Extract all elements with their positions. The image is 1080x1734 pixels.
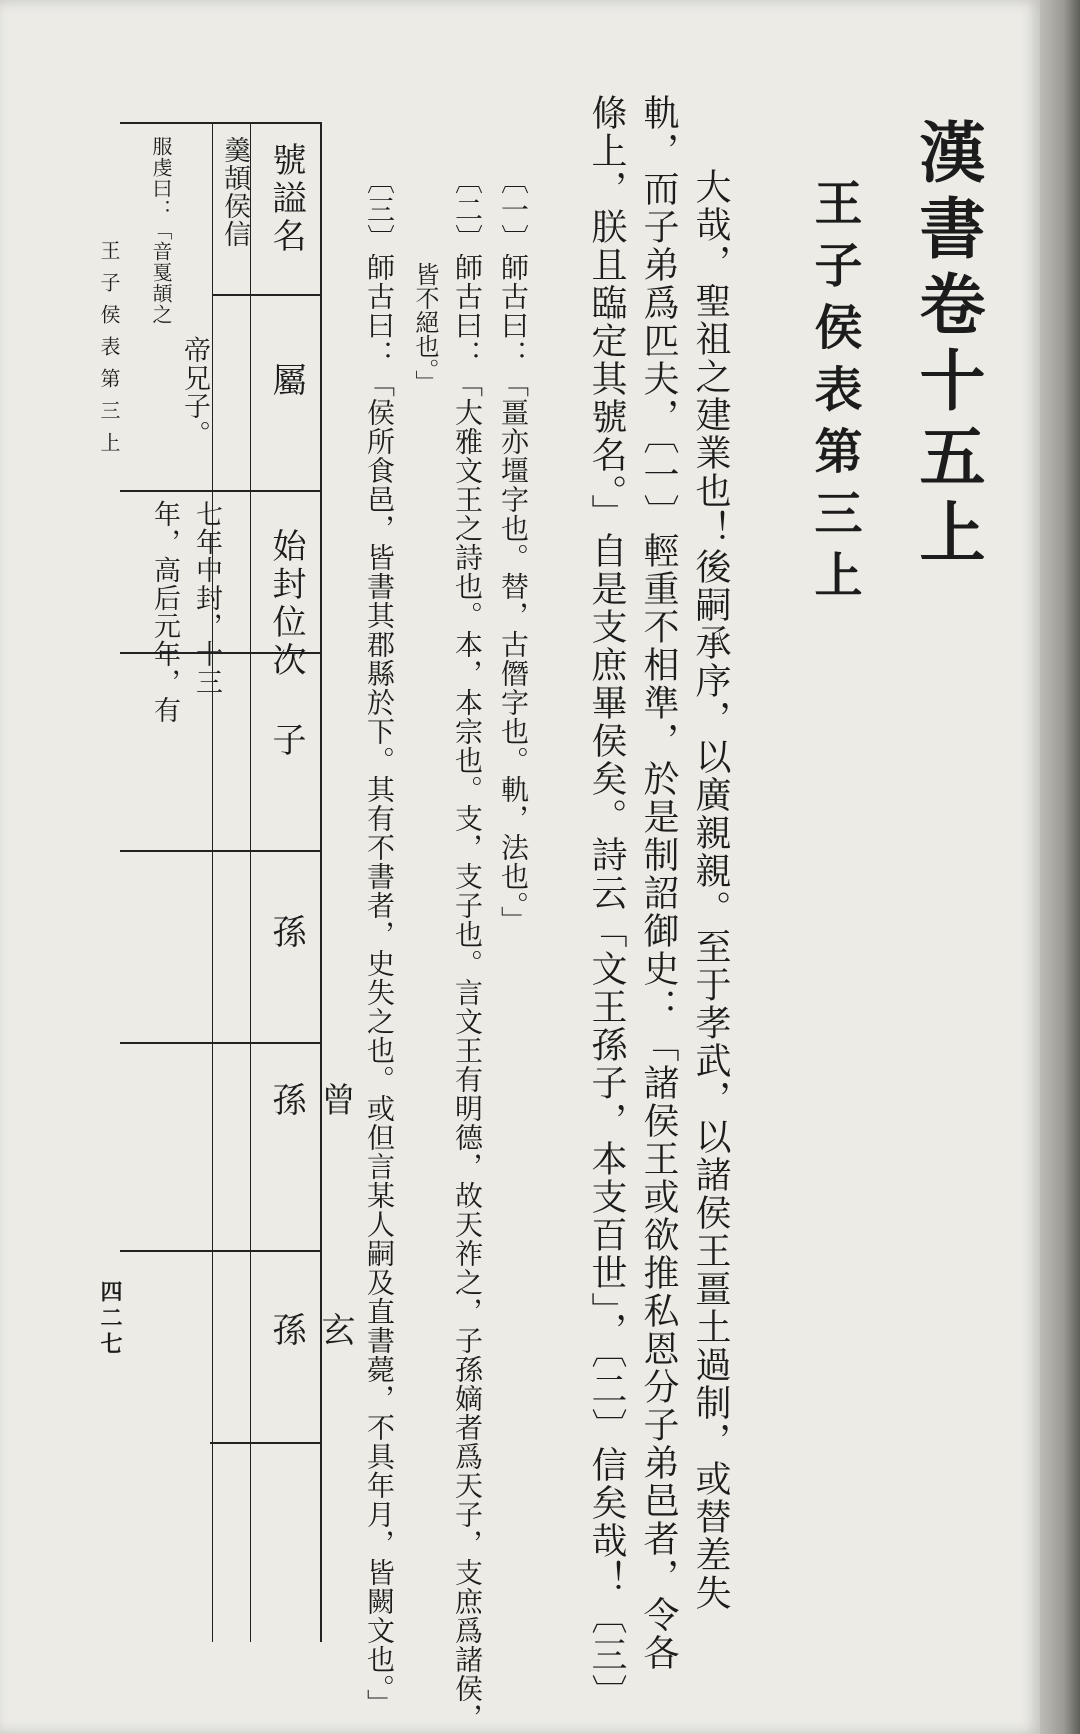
header-divider — [250, 122, 251, 1642]
name-column-divider — [212, 122, 213, 1642]
cell-name: 羹頡侯信 — [219, 136, 250, 248]
row-rule-2 — [120, 490, 320, 492]
chapter-title: 王子侯表第三上 — [806, 178, 862, 612]
row-rule-1 — [212, 294, 320, 296]
body-line-2: 軌，而子弟爲匹夫，〔一〕輕重不相準，於是制詔御史：「諸侯王或欲推私恩分子弟邑者，令各 — [638, 94, 679, 1672]
cell-relation: 帝兄子。 — [179, 336, 210, 448]
note-3: 〔三〕師古曰：「侯所食邑，皆書其郡縣於下。其有不書者，史失之也。或但言某人嗣及直書薨，不具年月，皆闕文也。」 — [363, 166, 396, 1718]
header-great-grandson: 曾孫 — [266, 1082, 355, 1206]
header-relation: 屬 — [266, 362, 306, 400]
cell-name-note: 服虔曰：「音戛頡之 — [149, 136, 173, 325]
running-head: 王子侯表第三上 — [97, 240, 121, 464]
row-rule-5 — [120, 1042, 320, 1044]
row-rule-4 — [120, 850, 320, 852]
header-enfeoffment: 始封位次 — [266, 528, 306, 680]
book-title: 漢書卷十五上 — [908, 118, 986, 574]
genealogy-table — [120, 122, 355, 1642]
header-son: 子 — [266, 722, 306, 760]
body-line-1: 大哉，聖祖之建業也！後嗣承序，以廣親親。至于孝武，以諸侯王畺土過制，或替差失 — [690, 168, 731, 1612]
body-line-3: 條上，朕且臨定其號名。」自是支庶畢侯矣。詩云「文王孫子，本支百世」，〔二〕信矣哉！〔三〕 — [586, 94, 627, 1712]
note-1: 〔一〕師古曰：「畺亦壃字也。替，古僭字也。軌，法也。」 — [497, 166, 530, 935]
header-great-great-grandson: 玄孫 — [266, 1312, 355, 1426]
note-2-continued: 皆不絕也。」 — [411, 262, 439, 394]
table-top-border — [120, 122, 320, 124]
cell-enfeoffment-line-1: 七年中封，十三 — [191, 500, 222, 696]
page-number: 四二七 — [97, 1280, 123, 1358]
note-2: 〔二〕師古曰：「大雅文王之詩也。本，本宗也。支，支子也。言文王有明德，故天祚之，子孫嫡者爲天子，支庶爲諸侯， — [451, 166, 484, 1732]
cell-enfeoffment-line-2: 年，高后元年，有 — [149, 500, 180, 724]
page-edge-shadow — [1040, 0, 1080, 1734]
header-grandson: 孫 — [266, 914, 306, 952]
header-name: 號謚名 — [266, 142, 306, 256]
